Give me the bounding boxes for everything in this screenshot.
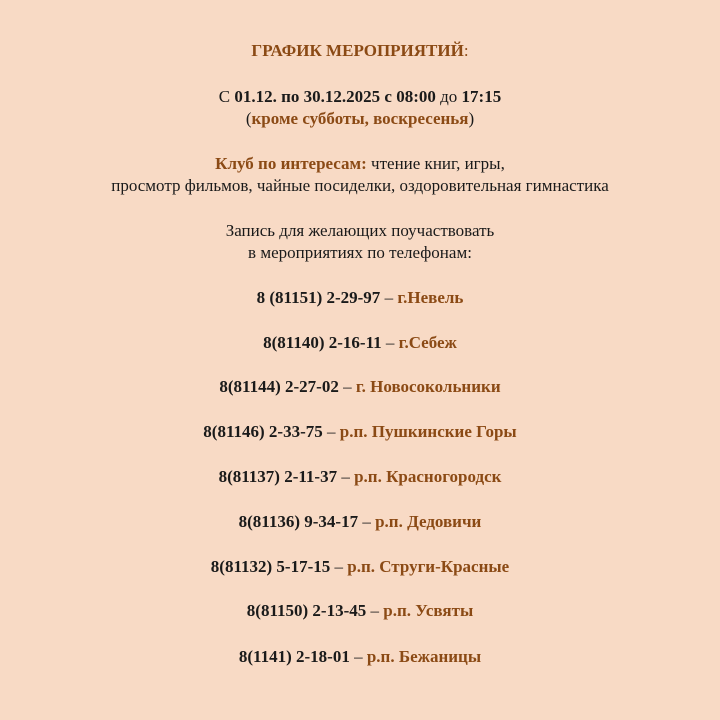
schedule-exception: [0, 108, 720, 130]
place-name: р.п. Красногородск: [354, 467, 502, 486]
dash-separator: –: [337, 467, 355, 486]
page-title: [0, 40, 720, 62]
contact-row: [0, 556, 720, 578]
club-text-1: чтение книг, игры,: [366, 154, 505, 173]
place-name: р.п. Дедовичи: [375, 512, 482, 531]
contact-row: [0, 421, 720, 443]
phone-number: 8(81140) 2-16-11: [263, 333, 382, 352]
dash-separator: –: [358, 512, 376, 531]
signup-line-2: [0, 242, 720, 264]
place-name: г. Новосокольники: [355, 377, 501, 396]
place-name: р.п. Бежаницы: [366, 647, 482, 666]
club-label: Клуб по интересам:: [215, 154, 367, 173]
contact-row: [0, 376, 720, 398]
schedule-from-date: 01.12.: [234, 87, 277, 106]
schedule-prefix: С: [218, 87, 235, 106]
dash-separator: –: [338, 377, 356, 396]
schedule-until: до: [435, 87, 462, 106]
dash-separator: –: [366, 601, 384, 620]
title-colon: :: [463, 41, 469, 60]
phone-number: 8(81132) 5-17-15: [210, 557, 331, 576]
dash-separator: –: [381, 333, 399, 352]
phone-number: 8(81136) 9-34-17: [238, 512, 359, 531]
place-name: г.Невель: [397, 288, 464, 307]
exception-open-paren: (: [245, 109, 252, 128]
exception-close-paren: ): [468, 109, 475, 128]
phone-number: 8(81144) 2-27-02: [219, 377, 339, 396]
signup-text-1: Запись для желающих поучаствовать: [225, 221, 495, 240]
place-name: р.п. Усвяты: [383, 601, 474, 620]
phone-number: 8(1141) 2-18-01: [238, 647, 350, 666]
place-name: р.п. Пушкинские Горы: [339, 422, 517, 441]
dash-separator: –: [322, 422, 340, 441]
contact-row: [0, 332, 720, 354]
signup-line-1: [0, 220, 720, 242]
club-line-2: [0, 175, 720, 197]
schedule-dates: [0, 86, 720, 108]
contact-row: [0, 646, 720, 668]
exception-text: кроме субботы, воскресенья: [251, 109, 469, 128]
title-text: ГРАФИК МЕРОПРИЯТИЙ: [251, 41, 464, 60]
phone-number: 8 (81151) 2-29-97: [256, 288, 381, 307]
contact-row: [0, 287, 720, 309]
schedule-by: по: [276, 87, 304, 106]
place-name: г.Себеж: [398, 333, 457, 352]
signup-text-2: в мероприятиях по телефонам:: [248, 243, 472, 262]
contact-row: [0, 600, 720, 622]
dash-separator: –: [330, 557, 348, 576]
club-text-2: просмотр фильмов, чайные посиделки, оздоровительная гимнастика: [111, 176, 609, 195]
contact-row: [0, 466, 720, 488]
club-line-1: [0, 153, 720, 175]
phone-number: 8(81146) 2-33-75: [203, 422, 323, 441]
phone-number: 8(81137) 2-11-37: [218, 467, 338, 486]
schedule-time-to: 17:15: [461, 87, 502, 106]
dash-separator: –: [349, 647, 367, 666]
contact-row: [0, 511, 720, 533]
place-name: р.п. Струги-Красные: [347, 557, 510, 576]
schedule-to-date: 30.12.2025: [303, 87, 381, 106]
dash-separator: –: [380, 288, 398, 307]
schedule-time-prefix: с: [380, 87, 397, 106]
phone-number: 8(81150) 2-13-45: [246, 601, 367, 620]
schedule-time-from: 08:00: [396, 87, 436, 106]
